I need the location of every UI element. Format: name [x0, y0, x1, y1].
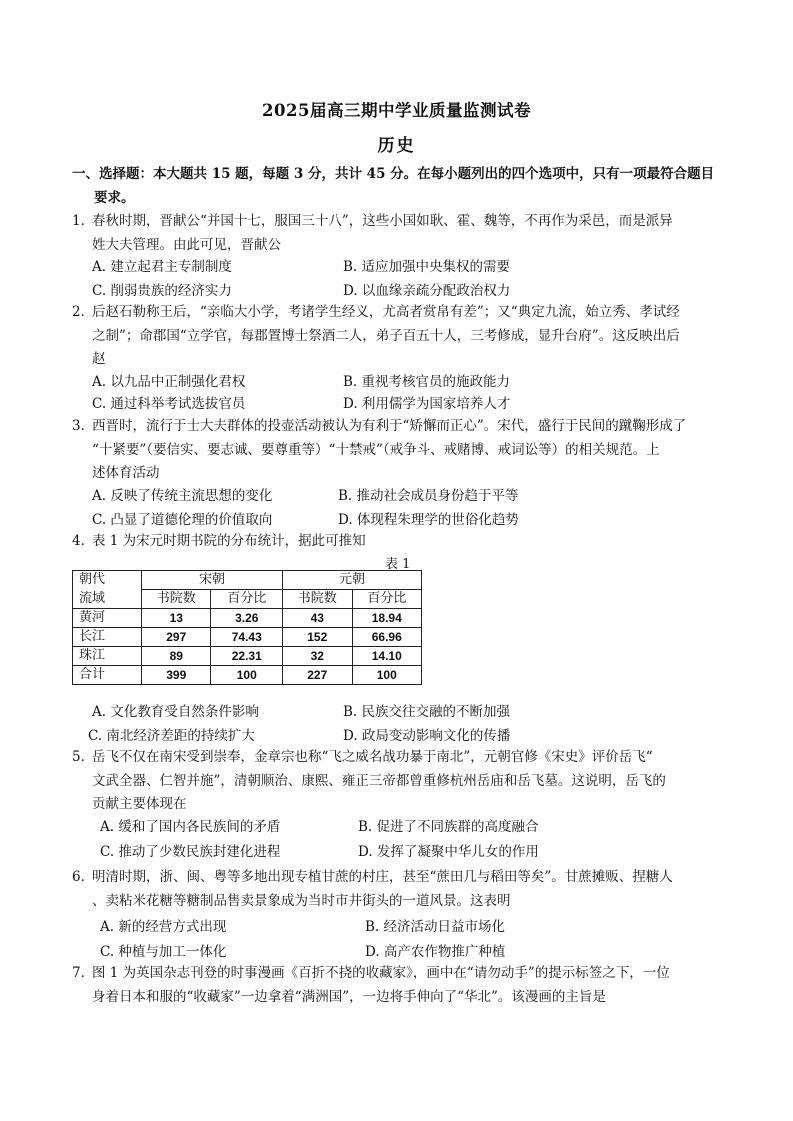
cell-value: 18.94 [352, 609, 422, 628]
question-3 [72, 415, 727, 486]
subject-title: 历史 [377, 136, 416, 156]
option-c[interactable]: C. 削弱贵族的经济实力 [92, 283, 232, 299]
option-d[interactable]: D. 政局变动影响文化的传播 [343, 728, 511, 744]
option-d[interactable]: D. 体现程朱理学的世俗化趋势 [338, 512, 519, 528]
option-c[interactable]: C. 通过科举考试选拔官员 [92, 396, 246, 412]
exam-title: 2025届高三期中学业质量监测试卷 [262, 101, 531, 120]
cell-value: 22.31 [211, 647, 283, 666]
header-dynasty: 朝代 [73, 571, 142, 590]
option-b[interactable]: B. 推动社会成员身份趋于平等 [338, 488, 519, 504]
question-text: 后赵石勒称王后，“亲临大小学，考诸学生经义，尤高者赏帛有差”；又“典定九流，始立秀、孝试经 [92, 304, 680, 320]
option-a[interactable]: A. 反映了传统主流思想的变化 [92, 488, 273, 504]
question-text: 明清时期，浙、闽、粤等多地出现专植甘蔗的村庄，甚至“蔗田几与稻田等矣”。甘蔗摊贩、捏糖人 [92, 869, 673, 885]
table-row [73, 647, 422, 666]
option-a[interactable]: A. 以九品中正制强化君权 [92, 374, 246, 390]
question-number: 2． [72, 304, 95, 320]
question-number: 3． [72, 418, 95, 434]
question-5 [72, 746, 727, 817]
option-c[interactable]: C. 凸显了道德伦理的价值取向 [92, 512, 273, 528]
question-number: 5． [72, 749, 95, 765]
option-a[interactable]: A. 文化教育受自然条件影响 [92, 704, 259, 720]
cell-value: 100 [211, 666, 283, 685]
cell-value: 14.10 [352, 647, 422, 666]
question-1 [72, 210, 727, 257]
question-number: 1． [72, 213, 95, 229]
cell-basin: 合计 [73, 666, 142, 685]
cell-basin: 黄河 [73, 609, 142, 628]
header-song: 宋朝 [142, 571, 283, 590]
header-basin: 流域 [73, 590, 142, 609]
section-line-1: 一、选择题：本大题共 15 题，每题 3 分，共计 45 分。在每小题列出的四个选项中，只有一项最符合题目 [72, 166, 715, 182]
cell-value: 43 [283, 609, 353, 628]
question-2 [72, 301, 727, 372]
question-number: 7． [72, 965, 95, 981]
question-text: 述体育活动 [92, 465, 160, 481]
cell-value: 66.96 [352, 628, 422, 647]
question-number: 4． [72, 533, 95, 549]
cell-value: 100 [352, 666, 422, 685]
option-d[interactable]: D. 利用儒学为国家培养人才 [343, 396, 511, 412]
option-c[interactable]: C. 推动了少数民族封建化进程 [100, 844, 281, 860]
question-text: 身着日本和服的“收藏家”一边拿着“满洲国”，一边将手伸向了“华北”。该漫画的主旨是 [92, 988, 606, 1005]
question-text: 图 1 为英国杂志刊登的时事漫画《百折不挠的收藏家》，画中在“请勿动手”的提示标签之下，一位 [92, 965, 670, 981]
option-d[interactable]: D. 高产农作物推广种植 [365, 944, 506, 960]
table-row [73, 609, 422, 628]
question-text: 西晋时，流行于士大夫群体的投壶活动被认为有利于“矫懈而正心”。宋代，盛行于民间的蹴鞠形成了 [92, 418, 687, 434]
header-yuan: 元朝 [283, 571, 422, 590]
option-a[interactable]: A. 建立起君主专制制度 [92, 259, 232, 275]
cell-value: 227 [283, 666, 353, 685]
option-c[interactable]: C. 种植与加工一体化 [100, 944, 227, 960]
question-text: 岳飞不仅在南宋受到崇奉，金章宗也称“飞之威名战功暴于南北”，元朝官修《宋史》评价岳飞“ [92, 749, 653, 765]
cell-value: 152 [283, 628, 353, 647]
option-b[interactable]: B. 民族交往交融的不断加强 [343, 704, 511, 720]
cell-basin: 珠江 [73, 647, 142, 666]
option-b[interactable]: B. 经济活动日益市场化 [365, 919, 506, 935]
option-d[interactable]: D. 发挥了凝聚中华儿女的作用 [358, 844, 539, 860]
option-b[interactable]: B. 重视考核官员的施政能力 [343, 374, 511, 390]
section-line-2: 要求。 [94, 190, 135, 206]
data-table [72, 570, 422, 685]
col-count: 书院数 [283, 590, 353, 609]
option-a[interactable]: A. 新的经营方式出现 [100, 919, 227, 935]
question-text: 姓大夫管理。由此可见，晋献公 [92, 236, 281, 253]
question-7 [72, 962, 727, 1009]
question-text: 春秋时期，晋献公“并国十七，服国三十八”，这些小国如耿、霍、魏等，不再作为采邑，而是派异 [92, 213, 673, 229]
cell-value: 399 [142, 666, 211, 685]
option-a[interactable]: A. 缓和了国内各民族间的矛盾 [100, 819, 281, 835]
question-text: 贡献主要体现在 [92, 796, 187, 812]
question-text: 文武全器、仁智并施”，清朝顺治、康熙、雍正三帝都曾重修杭州岳庙和岳飞墓。这说明，岳飞的 [92, 772, 666, 789]
table-row [73, 666, 422, 685]
cell-value: 89 [142, 647, 211, 666]
col-pct: 百分比 [211, 590, 283, 609]
cell-value: 13 [142, 609, 211, 628]
cell-value: 32 [283, 647, 353, 666]
option-b[interactable]: B. 促进了不同族群的高度融合 [358, 819, 539, 835]
question-text: 之制”；命郡国“立学官，每郡置博士祭酒二人，弟子百五十人，三考修成，显升台府”。这反映出后 [92, 327, 680, 344]
section-heading [72, 162, 722, 210]
question-text: 、卖粘米花糖等糖制品售卖景象成为当时市井街头的一道风景。这表明 [92, 892, 511, 909]
col-count: 书院数 [142, 590, 211, 609]
question-text: 表 1 为宋元时期书院的分布统计，据此可推知 [92, 533, 366, 549]
cell-value: 74.43 [211, 628, 283, 647]
question-text: 赵 [92, 351, 106, 367]
option-c[interactable]: C. 南北经济差距的持续扩大 [88, 728, 255, 744]
cell-value: 3.26 [211, 609, 283, 628]
option-d[interactable]: D. 以血缘亲疏分配政治权力 [343, 283, 511, 299]
col-pct: 百分比 [352, 590, 422, 609]
table-caption: 表 1 [385, 557, 411, 572]
question-4 [72, 530, 727, 554]
question-6 [72, 866, 727, 913]
cell-value: 297 [142, 628, 211, 647]
option-b[interactable]: B. 适应加强中央集权的需要 [343, 259, 511, 275]
question-number: 6． [72, 869, 95, 885]
table-row [73, 628, 422, 647]
cell-basin: 长江 [73, 628, 142, 647]
question-text: “十紧要”（要信实、要志诚、要尊重等）“十禁戒”（戒争斗、戒赌博、戒词讼等）的相关规范。上 [92, 441, 660, 458]
